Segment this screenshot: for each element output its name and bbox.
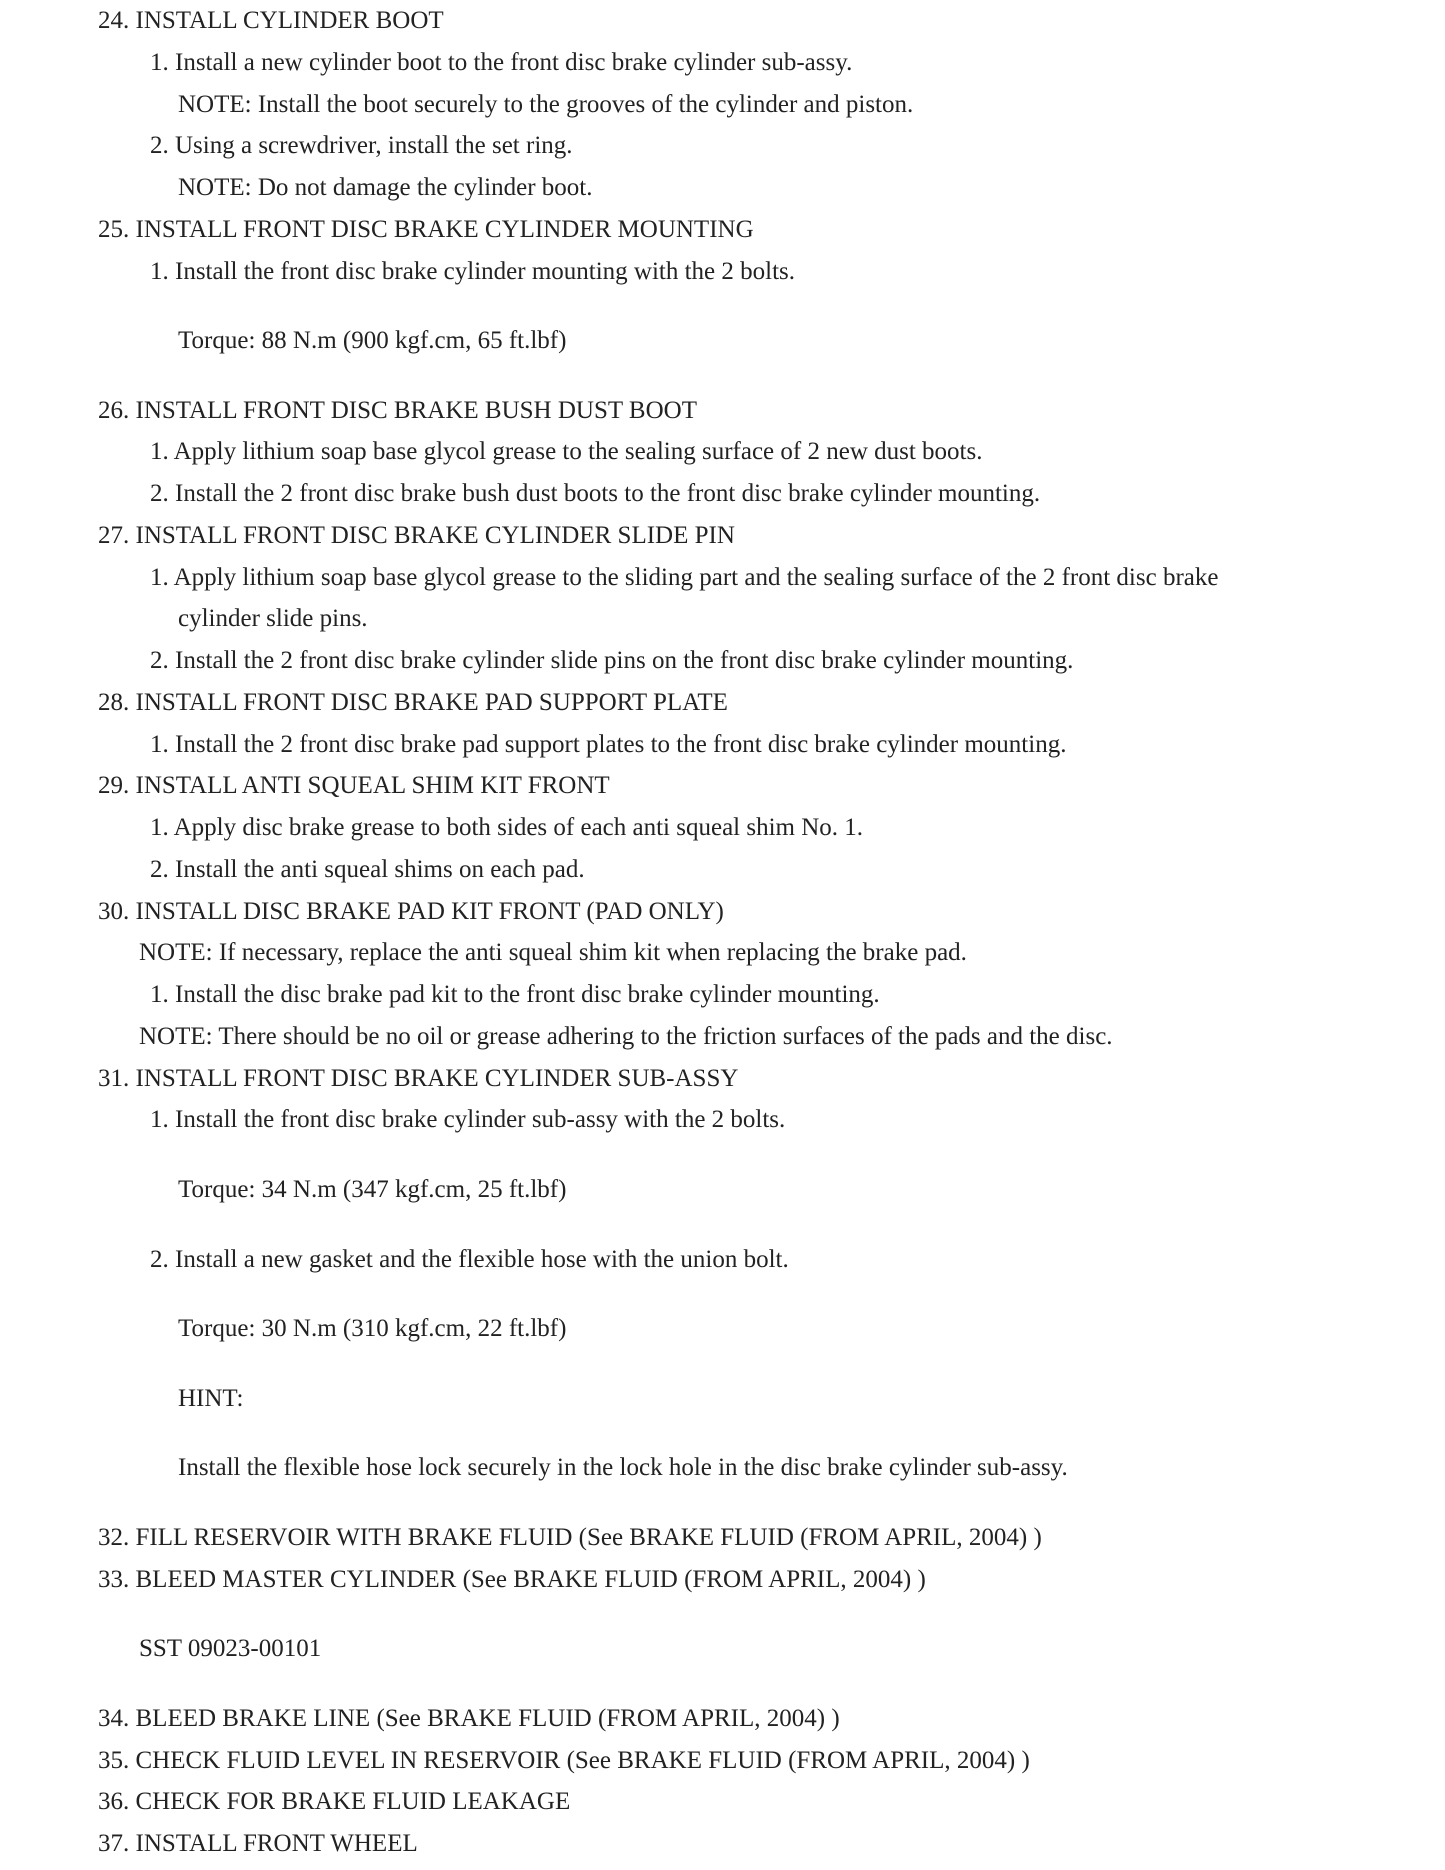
note: NOTE: Install the boot securely to the grooves of the cylinder and piston. [178, 91, 914, 118]
sub-step: 2. Install the anti squeal shims on each pad. [150, 856, 585, 883]
step-heading: 25. INSTALL FRONT DISC BRAKE CYLINDER MOUNTING [98, 216, 754, 243]
sub-step: 1. Install the disc brake pad kit to the front disc brake cylinder mounting. [150, 981, 880, 1008]
torque-spec: Torque: 88 N.m (900 kgf.cm, 65 ft.lbf) [178, 327, 567, 354]
sub-step: 1. Install the 2 front disc brake pad support plates to the front disc brake cylinder mounting. [150, 731, 1067, 758]
note: NOTE: There should be no oil or grease adhering to the friction surfaces of the pads and the disc. [139, 1023, 1113, 1050]
sub-step: 1. Install a new cylinder boot to the front disc brake cylinder sub-assy. [150, 49, 853, 76]
step-heading: 33. BLEED MASTER CYLINDER (See BRAKE FLUID (FROM APRIL, 2004) ) [98, 1566, 926, 1593]
step-heading: 37. INSTALL FRONT WHEEL [98, 1830, 418, 1857]
hint-label: HINT: [178, 1385, 244, 1412]
step-heading: 36. CHECK FOR BRAKE FLUID LEAKAGE [98, 1788, 571, 1815]
sub-step: 1. Apply disc brake grease to both sides of each anti squeal shim No. 1. [150, 814, 864, 841]
step-heading: 31. INSTALL FRONT DISC BRAKE CYLINDER SUB-ASSY [98, 1065, 739, 1092]
sub-step: 2. Install a new gasket and the flexible hose with the union bolt. [150, 1246, 789, 1273]
step-heading: 29. INSTALL ANTI SQUEAL SHIM KIT FRONT [98, 772, 610, 799]
step-heading: 34. BLEED BRAKE LINE (See BRAKE FLUID (FROM APRIL, 2004) ) [98, 1705, 840, 1732]
sub-step: 2. Using a screwdriver, install the set ring. [150, 132, 573, 159]
step-heading: 27. INSTALL FRONT DISC BRAKE CYLINDER SLIDE PIN [98, 522, 735, 549]
hint-text: Install the flexible hose lock securely in the lock hole in the disc brake cylinder sub-assy. [178, 1454, 1068, 1481]
step-heading: 35. CHECK FLUID LEVEL IN RESERVOIR (See BRAKE FLUID (FROM APRIL, 2004) ) [98, 1747, 1030, 1774]
sub-step: 1. Apply lithium soap base glycol grease to the sealing surface of 2 new dust boots. [150, 438, 983, 465]
sub-step-continuation: cylinder slide pins. [178, 605, 368, 632]
step-heading: 32. FILL RESERVOIR WITH BRAKE FLUID (See BRAKE FLUID (FROM APRIL, 2004) ) [98, 1524, 1042, 1551]
note: NOTE: If necessary, replace the anti squeal shim kit when replacing the brake pad. [139, 939, 967, 966]
step-heading: 30. INSTALL DISC BRAKE PAD KIT FRONT (PAD ONLY) [98, 898, 724, 925]
torque-spec: Torque: 34 N.m (347 kgf.cm, 25 ft.lbf) [178, 1176, 567, 1203]
step-heading: 28. INSTALL FRONT DISC BRAKE PAD SUPPORT PLATE [98, 689, 728, 716]
sst-spec: SST 09023-00101 [139, 1635, 322, 1662]
note: NOTE: Do not damage the cylinder boot. [178, 174, 593, 201]
sub-step: 2. Install the 2 front disc brake cylinder slide pins on the front disc brake cylinder mounting. [150, 647, 1074, 674]
step-heading: 24. INSTALL CYLINDER BOOT [98, 7, 444, 34]
torque-spec: Torque: 30 N.m (310 kgf.cm, 22 ft.lbf) [178, 1315, 567, 1342]
sub-step: 1. Install the front disc brake cylinder mounting with the 2 bolts. [150, 258, 796, 285]
sub-step: 1. Apply lithium soap base glycol grease to the sliding part and the sealing surface of the 2 front disc brake [150, 564, 1219, 591]
sub-step: 1. Install the front disc brake cylinder sub-assy with the 2 bolts. [150, 1106, 786, 1133]
sub-step: 2. Install the 2 front disc brake bush dust boots to the front disc brake cylinder mounting. [150, 480, 1041, 507]
step-heading: 26. INSTALL FRONT DISC BRAKE BUSH DUST BOOT [98, 397, 697, 424]
